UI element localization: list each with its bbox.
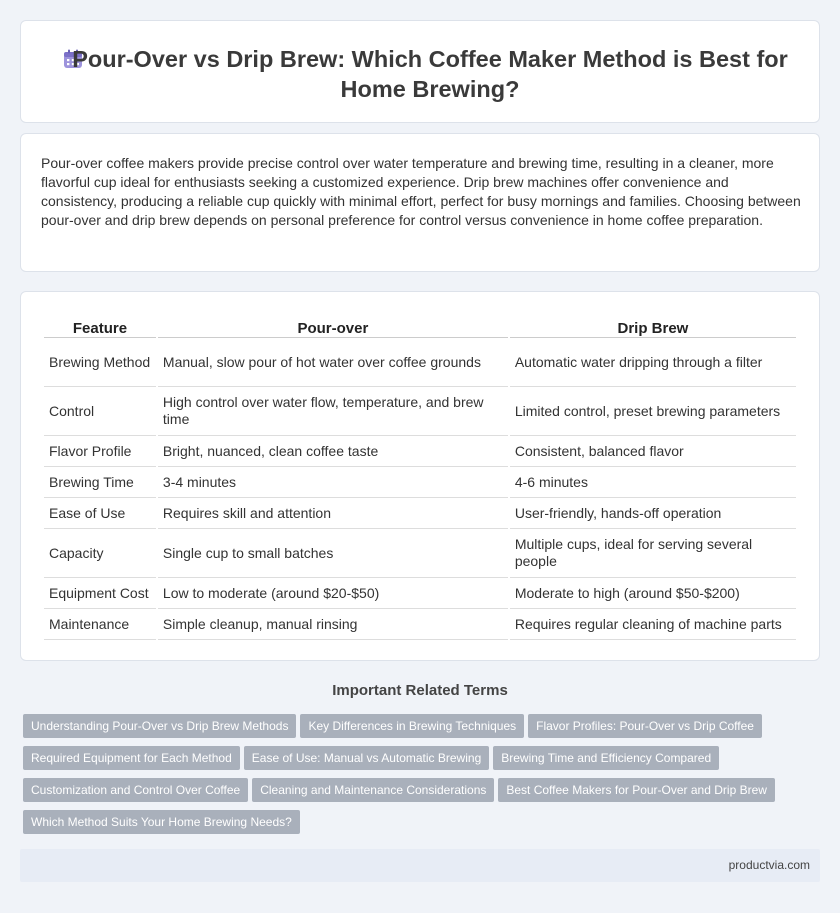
related-term-tag[interactable]: Cleaning and Maintenance Considerations [252, 778, 494, 802]
drip-brew-cell: Consistent, balanced flavor [510, 436, 796, 467]
header-drip-brew: Drip Brew [510, 315, 796, 338]
table-row [44, 529, 796, 578]
drip-brew-cell: Requires regular cleaning of machine parts [510, 609, 796, 640]
feature-cell: Equipment Cost [44, 578, 156, 609]
related-term-tag[interactable]: Which Method Suits Your Home Brewing Needs? [23, 810, 300, 834]
drip-brew-cell: Automatic water dripping through a filter [510, 338, 796, 387]
table-row [44, 609, 796, 640]
related-terms-title: Important Related Terms [332, 682, 508, 699]
comparison-table-card [20, 291, 820, 661]
pour-over-cell: Requires skill and attention [158, 498, 508, 529]
drip-brew-cell: User-friendly, hands-off operation [510, 498, 796, 529]
related-term-tag[interactable]: Flavor Profiles: Pour-Over vs Drip Coffee [528, 714, 762, 738]
pour-over-cell: Manual, slow pour of hot water over coffee grounds [158, 338, 508, 387]
feature-cell: Flavor Profile [44, 436, 156, 467]
page-title: Pour-Over vs Drip Brew: Which Coffee Maker Method is Best for Home Brewing? [72, 46, 788, 102]
intro-paragraph: Pour-over coffee makers provide precise control over water temperature and brewing time, resulting in a cleaner, more flavorful cup ideal for enthusiasts seeking a customized experience. Drip brew machines offer convenience and consistency, producing a reliable cup quickly with minimal effort, perfect for busy mornings and families. Choosing between pour-over and drip brew depends on personal preference for control versus convenience in home coffee preparation. [41, 155, 801, 228]
feature-cell: Brewing Time [44, 467, 156, 498]
table-row [44, 498, 796, 529]
pour-over-cell: Single cup to small batches [158, 529, 508, 578]
pour-over-cell: Simple cleanup, manual rinsing [158, 609, 508, 640]
feature-cell: Capacity [44, 529, 156, 578]
drip-brew-cell: Moderate to high (around $50-$200) [510, 578, 796, 609]
related-terms-list [23, 714, 803, 842]
related-term-tag[interactable]: Customization and Control Over Coffee [23, 778, 248, 802]
table-row [44, 338, 796, 387]
related-term-tag[interactable]: Understanding Pour-Over vs Drip Brew Methods [23, 714, 296, 738]
pour-over-cell: Bright, nuanced, clean coffee taste [158, 436, 508, 467]
header-feature: Feature [44, 315, 156, 338]
feature-cell: Maintenance [44, 609, 156, 640]
feature-cell: Control [44, 387, 156, 436]
related-term-tag[interactable]: Required Equipment for Each Method [23, 746, 240, 770]
pour-over-cell: 3-4 minutes [158, 467, 508, 498]
table-row [44, 578, 796, 609]
feature-cell: Brewing Method [44, 338, 156, 387]
title-card [20, 20, 820, 123]
related-term-tag[interactable]: Ease of Use: Manual vs Automatic Brewing [244, 746, 489, 770]
table-header-row [44, 315, 796, 338]
table-row [44, 467, 796, 498]
intro-card [20, 133, 820, 272]
table-row [44, 436, 796, 467]
related-term-tag[interactable]: Key Differences in Brewing Techniques [300, 714, 524, 738]
footer-site-link[interactable]: productvia.com [728, 858, 810, 872]
related-term-tag[interactable]: Best Coffee Makers for Pour-Over and Drip Brew [498, 778, 775, 802]
footer [20, 849, 820, 882]
drip-brew-cell: Limited control, preset brewing parameters [510, 387, 796, 436]
pour-over-cell: High control over water flow, temperature, and brew time [158, 387, 508, 436]
header-pour-over: Pour-over [158, 315, 508, 338]
pour-over-cell: Low to moderate (around $20-$50) [158, 578, 508, 609]
feature-cell: Ease of Use [44, 498, 156, 529]
drip-brew-cell: Multiple cups, ideal for serving several people [510, 529, 796, 578]
related-term-tag[interactable]: Brewing Time and Efficiency Compared [493, 746, 719, 770]
comparison-table [42, 315, 798, 640]
table-row [44, 387, 796, 436]
drip-brew-cell: 4-6 minutes [510, 467, 796, 498]
